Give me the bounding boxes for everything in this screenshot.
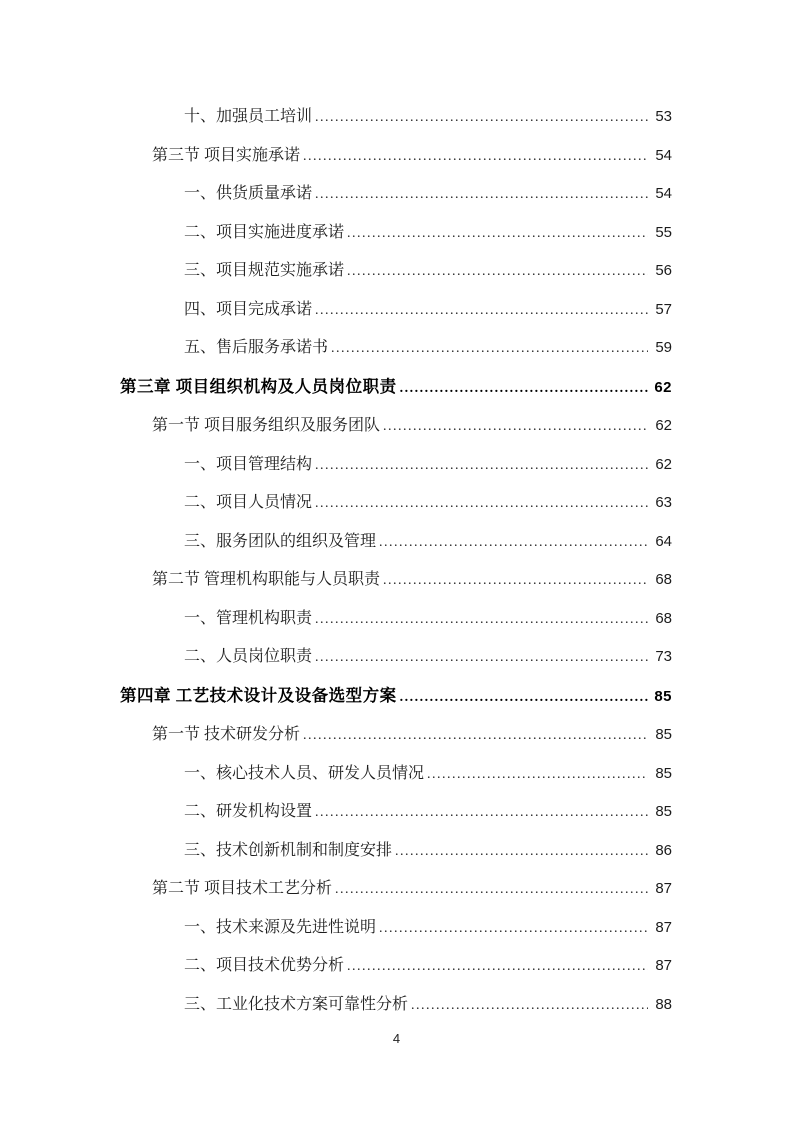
toc-entry-label: 第四章 工艺技术设计及设备选型方案 [120,685,397,705]
toc-entry-label: 二、研发机构设置 [184,803,313,820]
toc-entry-page: 55 [655,223,672,241]
toc-dot-leader [411,987,648,1025]
toc-entry[interactable] [184,329,672,368]
toc-entry-page: 87 [655,880,672,897]
toc-entry-label: 第一节 技术研发分析 [152,726,301,743]
toc-dot-leader [315,601,648,639]
toc-dot-leader [400,679,648,717]
toc-dot-leader [315,639,648,677]
toc-entry[interactable] [120,677,672,717]
toc-entry[interactable] [184,446,672,485]
toc-entry[interactable] [152,407,672,446]
toc-entry[interactable] [120,368,672,408]
toc-entry[interactable] [184,175,672,214]
toc-entry[interactable] [152,870,672,909]
toc-entry[interactable] [184,214,672,253]
toc-entry[interactable] [152,561,672,600]
toc-entry-page: 68 [655,571,672,588]
toc-entry-label: 第二节 管理机构职能与人员职责 [152,571,381,588]
toc-entry[interactable] [184,909,672,948]
toc-entry[interactable] [184,793,672,832]
toc-dot-leader [315,292,648,330]
toc-entry-label: 十、加强员工培训 [184,108,313,125]
toc-entry-page: 62 [654,378,672,396]
toc-dot-leader [347,948,648,986]
toc-entry[interactable] [184,947,672,986]
toc-entry[interactable] [152,137,672,176]
toc-dot-leader [427,756,648,794]
toc-dot-leader [400,370,648,408]
toc-dot-leader [395,833,648,871]
toc-entry-label: 一、管理机构职责 [184,609,313,627]
toc-dot-leader [303,138,648,176]
toc-entry-page: 64 [655,532,672,550]
toc-entry-label: 一、供货质量承诺 [184,185,313,202]
toc-entry-page: 85 [655,764,672,782]
toc-entry-page: 68 [655,609,672,627]
toc-dot-leader [315,176,648,214]
toc-entry-page: 73 [655,648,672,665]
toc-entry-page: 85 [655,803,672,820]
toc-entry-page: 85 [655,726,672,743]
toc-entry-label: 三、项目规范实施承诺 [184,262,345,279]
toc-entry-label: 二、项目实施进度承诺 [184,223,345,241]
toc-dot-leader [315,447,648,485]
toc-entry-page: 63 [655,494,672,511]
toc-entry-label: 一、技术来源及先进性说明 [184,918,377,936]
toc-entry-page: 87 [655,918,672,936]
toc-entry-page: 88 [655,995,672,1013]
toc-entry-label: 第三章 项目组织机构及人员岗位职责 [120,376,397,396]
toc-entry[interactable] [184,600,672,639]
toc-entry-page: 62 [655,455,672,473]
toc-entry-label: 四、项目完成承诺 [184,300,313,318]
toc-entry-label: 二、项目人员情况 [184,494,313,511]
toc-entry[interactable] [184,291,672,330]
toc-entry-page: 53 [655,108,672,125]
toc-entry[interactable] [184,484,672,523]
toc-entry[interactable] [184,986,672,1025]
toc-entry-page: 57 [655,300,672,318]
toc-entry-page: 54 [655,146,672,164]
toc-entry-label: 三、技术创新机制和制度安排 [184,841,393,859]
toc-entry[interactable] [152,716,672,755]
toc-entry[interactable] [184,638,672,677]
toc-dot-leader [315,485,648,523]
toc-entry[interactable] [184,98,672,137]
toc-dot-leader [315,794,648,832]
toc-dot-leader [383,408,648,446]
toc-entry-label: 一、项目管理结构 [184,455,313,473]
table-of-contents [120,98,672,1024]
toc-entry-page: 85 [654,687,672,705]
toc-dot-leader [383,562,648,600]
toc-dot-leader [347,253,648,291]
toc-entry-label: 五、售后服务承诺书 [184,339,329,356]
toc-entry-label: 第三节 项目实施承诺 [152,146,301,164]
toc-entry-page: 86 [655,841,672,859]
toc-dot-leader [303,717,648,755]
toc-entry-page: 54 [655,185,672,202]
toc-entry-page: 59 [655,339,672,356]
toc-entry-page: 62 [655,417,672,434]
toc-entry[interactable] [184,252,672,291]
toc-entry-label: 二、人员岗位职责 [184,648,313,665]
toc-entry[interactable] [184,755,672,794]
toc-entry-label: 三、工业化技术方案可靠性分析 [184,995,409,1013]
toc-entry-label: 一、核心技术人员、研发人员情况 [184,764,425,782]
toc-dot-leader [335,871,648,909]
toc-entry-page: 87 [655,957,672,974]
toc-dot-leader [347,215,648,253]
toc-entry-label: 第二节 项目技术工艺分析 [152,880,333,897]
toc-entry[interactable] [184,832,672,871]
toc-dot-leader [331,330,648,368]
toc-entry-label: 二、项目技术优势分析 [184,957,345,974]
toc-dot-leader [379,910,648,948]
toc-entry-label: 三、服务团队的组织及管理 [184,532,377,550]
toc-entry-page: 56 [655,262,672,279]
toc-dot-leader [315,99,648,137]
toc-dot-leader [379,524,648,562]
page-number-footer: 4 [392,1031,401,1046]
toc-entry-label: 第一节 项目服务组织及服务团队 [152,417,381,434]
toc-entry[interactable] [184,523,672,562]
